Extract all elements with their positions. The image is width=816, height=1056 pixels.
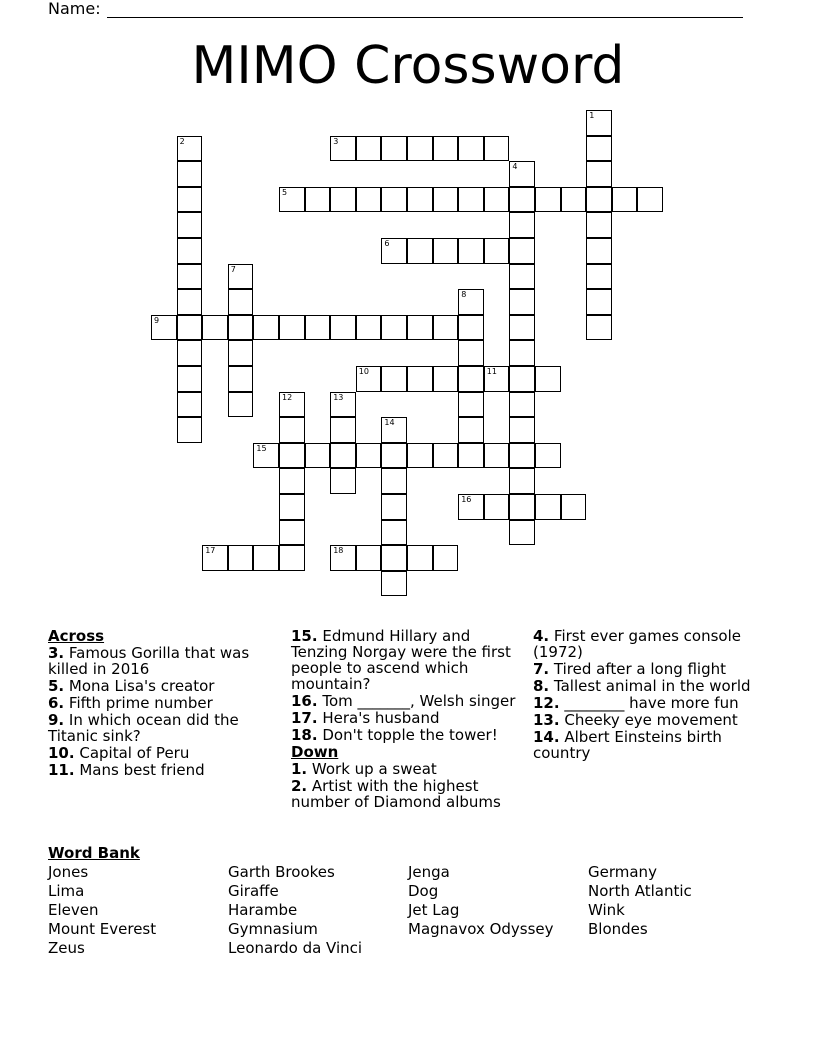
grid-cell[interactable] (381, 136, 407, 162)
grid-cell[interactable] (330, 417, 356, 443)
grid-cell[interactable] (279, 468, 305, 494)
grid-cell[interactable] (458, 289, 484, 315)
clue-text: Work up a sweat (307, 760, 437, 778)
grid-cell[interactable] (381, 443, 407, 469)
grid-cell[interactable] (177, 289, 203, 315)
grid-cell[interactable] (458, 366, 484, 392)
clue-number: 9. (48, 711, 65, 729)
grid-cell[interactable] (202, 315, 228, 341)
cell-number: 17 (205, 546, 216, 556)
cell-number: 6 (384, 239, 390, 248)
grid-cell[interactable] (458, 417, 484, 443)
grid-cell[interactable] (586, 136, 612, 162)
grid-cell[interactable] (535, 494, 561, 520)
across-clue (48, 645, 273, 677)
grid-cell[interactable] (151, 315, 177, 341)
down-clue (533, 678, 773, 694)
grid-cell[interactable] (484, 366, 510, 392)
grid-cell[interactable] (228, 545, 254, 571)
down-clue (291, 761, 521, 777)
grid-cell[interactable] (279, 494, 305, 520)
grid-cell[interactable] (509, 238, 535, 264)
grid-cell[interactable] (637, 187, 663, 213)
cell-number: 10 (358, 367, 369, 376)
word-bank-item: Lima (48, 882, 85, 900)
grid-cell[interactable] (330, 136, 356, 162)
clue-text: Fifth prime number (64, 694, 213, 712)
clue-number: 6. (48, 694, 65, 712)
grid-cell[interactable] (509, 289, 535, 315)
clue-number: 17. (291, 709, 318, 727)
page-title: MIMO Crossword (191, 36, 625, 96)
grid-cell[interactable] (381, 417, 407, 443)
cell-number: 8 (461, 290, 467, 300)
clue-number: 11. (48, 761, 75, 779)
grid-cell[interactable] (586, 187, 612, 213)
grid-cell[interactable] (381, 520, 407, 546)
grid-cell[interactable] (177, 187, 203, 213)
grid-cell[interactable] (253, 443, 279, 469)
word-bank-item: Jet Lag (408, 901, 460, 919)
grid-cell[interactable] (279, 392, 305, 418)
grid-cell[interactable] (177, 136, 203, 162)
cell-number: 1 (589, 111, 595, 120)
grid-cell[interactable] (279, 520, 305, 546)
clue-text: Albert Einsteins birth country (533, 728, 722, 762)
grid-cell[interactable] (509, 494, 535, 520)
clue-text: Mona Lisa's creator (64, 677, 215, 695)
grid-cell[interactable] (381, 468, 407, 494)
across-clue (48, 678, 273, 694)
word-bank-item: Wink (588, 901, 625, 919)
clue-number: 18. (291, 726, 318, 744)
grid-cell[interactable] (586, 110, 612, 136)
grid-cell[interactable] (509, 468, 535, 494)
clue-text: Edmund Hillary and Tenzing Norgay were the first people to ascend which mountain? (291, 627, 511, 693)
grid-cell[interactable] (381, 315, 407, 341)
grid-cell[interactable] (279, 443, 305, 469)
grid-cell[interactable] (561, 494, 587, 520)
grid-cell[interactable] (509, 264, 535, 290)
word-bank-item: North Atlantic (588, 882, 692, 900)
grid-cell[interactable] (509, 520, 535, 546)
grid-cell[interactable] (433, 238, 459, 264)
word-bank-item: Eleven (48, 901, 99, 919)
grid-cell[interactable] (381, 366, 407, 392)
word-bank-heading: Word Bank (48, 844, 140, 862)
grid-cell[interactable] (279, 545, 305, 571)
down-clue (533, 729, 773, 761)
grid-cell[interactable] (586, 289, 612, 315)
grid-cell[interactable] (330, 392, 356, 418)
clue-number: 2. (291, 777, 308, 795)
word-bank-item: Magnavox Odyssey (408, 920, 554, 938)
grid-cell[interactable] (177, 392, 203, 418)
grid-cell[interactable] (305, 187, 331, 213)
grid-cell[interactable] (330, 187, 356, 213)
grid-cell[interactable] (177, 212, 203, 238)
grid-cell[interactable] (253, 545, 279, 571)
grid-cell[interactable] (330, 468, 356, 494)
grid-cell[interactable] (484, 443, 510, 469)
word-bank-item: Germany (588, 863, 657, 881)
grid-cell[interactable] (407, 443, 433, 469)
grid-cell[interactable] (458, 443, 484, 469)
grid-cell[interactable] (458, 340, 484, 366)
clue-number: 8. (533, 677, 550, 695)
clues-column-3 (533, 628, 773, 762)
cell-number: 16 (461, 495, 472, 504)
grid-cell[interactable] (433, 443, 459, 469)
word-bank-item: Garth Brookes (228, 863, 335, 881)
grid-cell[interactable] (407, 238, 433, 264)
clue-number: 1. (291, 760, 308, 778)
down-heading: Down (291, 743, 339, 761)
grid-cell[interactable] (407, 545, 433, 571)
clue-text: Artist with the highest number of Diamond albums (291, 777, 501, 811)
grid-cell[interactable] (407, 136, 433, 162)
across-clue (48, 762, 273, 778)
word-bank-item: Gymnasium (228, 920, 318, 938)
grid-cell[interactable] (177, 340, 203, 366)
word-bank-item: Leonardo da Vinci (228, 939, 363, 957)
clue-text: Mans best friend (74, 761, 205, 779)
word-bank-item: Jones (48, 863, 89, 881)
grid-cell[interactable] (330, 545, 356, 571)
cell-number: 3 (333, 136, 339, 146)
cell-number: 13 (333, 392, 344, 402)
grid-cell[interactable] (330, 315, 356, 341)
grid-cell[interactable] (381, 238, 407, 264)
grid-cell[interactable] (535, 366, 561, 392)
cell-number: 5 (282, 187, 288, 197)
across-heading: Across (48, 627, 105, 645)
grid-cell[interactable] (228, 366, 254, 392)
across-clue (291, 710, 521, 726)
grid-cell[interactable] (202, 545, 228, 571)
clue-text: Famous Gorilla that was killed in 2016 (48, 644, 250, 678)
grid-cell[interactable] (177, 161, 203, 187)
grid-cell[interactable] (305, 443, 331, 469)
grid-cell[interactable] (177, 417, 203, 443)
clue-number: 10. (48, 744, 75, 762)
grid-cell[interactable] (561, 187, 587, 213)
grid-cell[interactable] (458, 238, 484, 264)
name-label: Name: (48, 0, 101, 18)
grid-cell[interactable] (177, 238, 203, 264)
down-clue (291, 778, 521, 810)
grid-cell[interactable] (228, 315, 254, 341)
cell-number: 9 (154, 315, 160, 325)
grid-cell[interactable] (509, 443, 535, 469)
word-bank-item: Dog (408, 882, 439, 900)
grid-cell[interactable] (228, 392, 254, 418)
grid-cell[interactable] (509, 212, 535, 238)
grid-cell[interactable] (381, 545, 407, 571)
clue-text: Capital of Peru (74, 744, 190, 762)
clue-text: In which ocean did the Titanic sink? (48, 711, 239, 745)
down-clue (533, 628, 773, 660)
grid-cell[interactable] (484, 238, 510, 264)
grid-cell[interactable] (484, 187, 510, 213)
cell-number: 15 (256, 443, 267, 453)
cell-number: 4 (512, 162, 518, 172)
clue-number: 5. (48, 677, 65, 695)
clue-number: 14. (533, 728, 560, 746)
grid-cell[interactable] (612, 187, 638, 213)
grid-cell[interactable] (458, 187, 484, 213)
grid-cell[interactable] (228, 289, 254, 315)
clue-text: Tom _______, Welsh singer (317, 692, 516, 710)
clue-text: Hera's husband (317, 709, 440, 727)
clue-number: 3. (48, 644, 65, 662)
grid-cell[interactable] (356, 545, 382, 571)
grid-cell[interactable] (509, 417, 535, 443)
grid-cell[interactable] (458, 392, 484, 418)
grid-cell[interactable] (381, 187, 407, 213)
grid-cell[interactable] (535, 443, 561, 469)
grid-cell[interactable] (305, 315, 331, 341)
grid-cell[interactable] (381, 494, 407, 520)
word-bank-column-2 (228, 863, 362, 958)
clues-column-2 (291, 628, 521, 811)
clue-number: 12. (533, 694, 560, 712)
grid-cell[interactable] (228, 340, 254, 366)
grid-cell[interactable] (356, 136, 382, 162)
grid-cell[interactable] (458, 136, 484, 162)
grid-cell[interactable] (433, 136, 459, 162)
clue-text: Tired after a long flight (549, 660, 727, 678)
across-clue (291, 727, 521, 743)
grid-cell[interactable] (433, 315, 459, 341)
word-bank-item: Blondes (588, 920, 648, 938)
down-clue (533, 695, 773, 711)
grid-cell[interactable] (407, 366, 433, 392)
clue-number: 15. (291, 627, 318, 645)
grid-cell[interactable] (509, 340, 535, 366)
grid-cell[interactable] (586, 212, 612, 238)
grid-cell[interactable] (381, 571, 407, 597)
grid-cell[interactable] (177, 264, 203, 290)
grid-cell[interactable] (356, 315, 382, 341)
grid-cell[interactable] (509, 161, 535, 187)
word-bank-column-3 (408, 863, 554, 939)
grid-cell[interactable] (586, 238, 612, 264)
clue-number: 16. (291, 692, 318, 710)
grid-cell[interactable] (433, 366, 459, 392)
down-clue (533, 712, 773, 728)
clue-number: 7. (533, 660, 550, 678)
grid-cell[interactable] (509, 392, 535, 418)
grid-cell[interactable] (407, 315, 433, 341)
down-clue (533, 661, 773, 677)
grid-cell[interactable] (279, 315, 305, 341)
grid-cell[interactable] (228, 264, 254, 290)
cell-number: 2 (179, 136, 185, 146)
clue-text: Tallest animal in the world (549, 677, 751, 695)
clue-text: First ever games console (1972) (533, 627, 741, 661)
grid-cell[interactable] (279, 417, 305, 443)
grid-cell[interactable] (509, 366, 535, 392)
grid-cell[interactable] (458, 315, 484, 341)
clue-number: 4. (533, 627, 550, 645)
grid-cell[interactable] (356, 443, 382, 469)
clue-text: Cheeky eye movement (559, 711, 738, 729)
grid-cell[interactable] (586, 315, 612, 341)
grid-cell[interactable] (484, 494, 510, 520)
word-bank-column-4 (588, 863, 692, 939)
grid-cell[interactable] (177, 315, 203, 341)
across-clue (291, 693, 521, 709)
word-bank-item: Jenga (408, 863, 450, 881)
grid-cell[interactable] (279, 187, 305, 213)
across-clue (48, 745, 273, 761)
cell-number: 7 (230, 264, 236, 274)
cell-number: 12 (282, 392, 293, 402)
cell-number: 11 (486, 367, 497, 376)
word-bank-item: Zeus (48, 939, 85, 957)
across-clue (48, 695, 273, 711)
grid-cell[interactable] (433, 187, 459, 213)
grid-cell[interactable] (586, 161, 612, 187)
across-clue (48, 712, 273, 744)
clue-number: 13. (533, 711, 560, 729)
grid-cell[interactable] (458, 494, 484, 520)
grid-cell[interactable] (433, 545, 459, 571)
grid-cell[interactable] (253, 315, 279, 341)
word-bank-item: Harambe (228, 901, 298, 919)
word-bank-column-1 (48, 863, 156, 958)
cell-number: 18 (333, 546, 344, 556)
clue-text: ________ have more fun (559, 694, 739, 712)
word-bank-item: Mount Everest (48, 920, 157, 938)
across-clue (291, 628, 521, 692)
grid-cell[interactable] (330, 443, 356, 469)
grid-cell[interactable] (407, 187, 433, 213)
grid-cell[interactable] (509, 315, 535, 341)
grid-cell[interactable] (509, 187, 535, 213)
word-bank-item: Giraffe (228, 882, 279, 900)
grid-cell[interactable] (177, 366, 203, 392)
grid-cell[interactable] (484, 136, 510, 162)
grid-cell[interactable] (356, 366, 382, 392)
clue-text: Don't topple the tower! (317, 726, 498, 744)
grid-cell[interactable] (586, 264, 612, 290)
cell-number: 14 (384, 418, 395, 428)
clues-column-1 (48, 628, 273, 779)
grid-cell[interactable] (356, 187, 382, 213)
grid-cell[interactable] (535, 187, 561, 213)
